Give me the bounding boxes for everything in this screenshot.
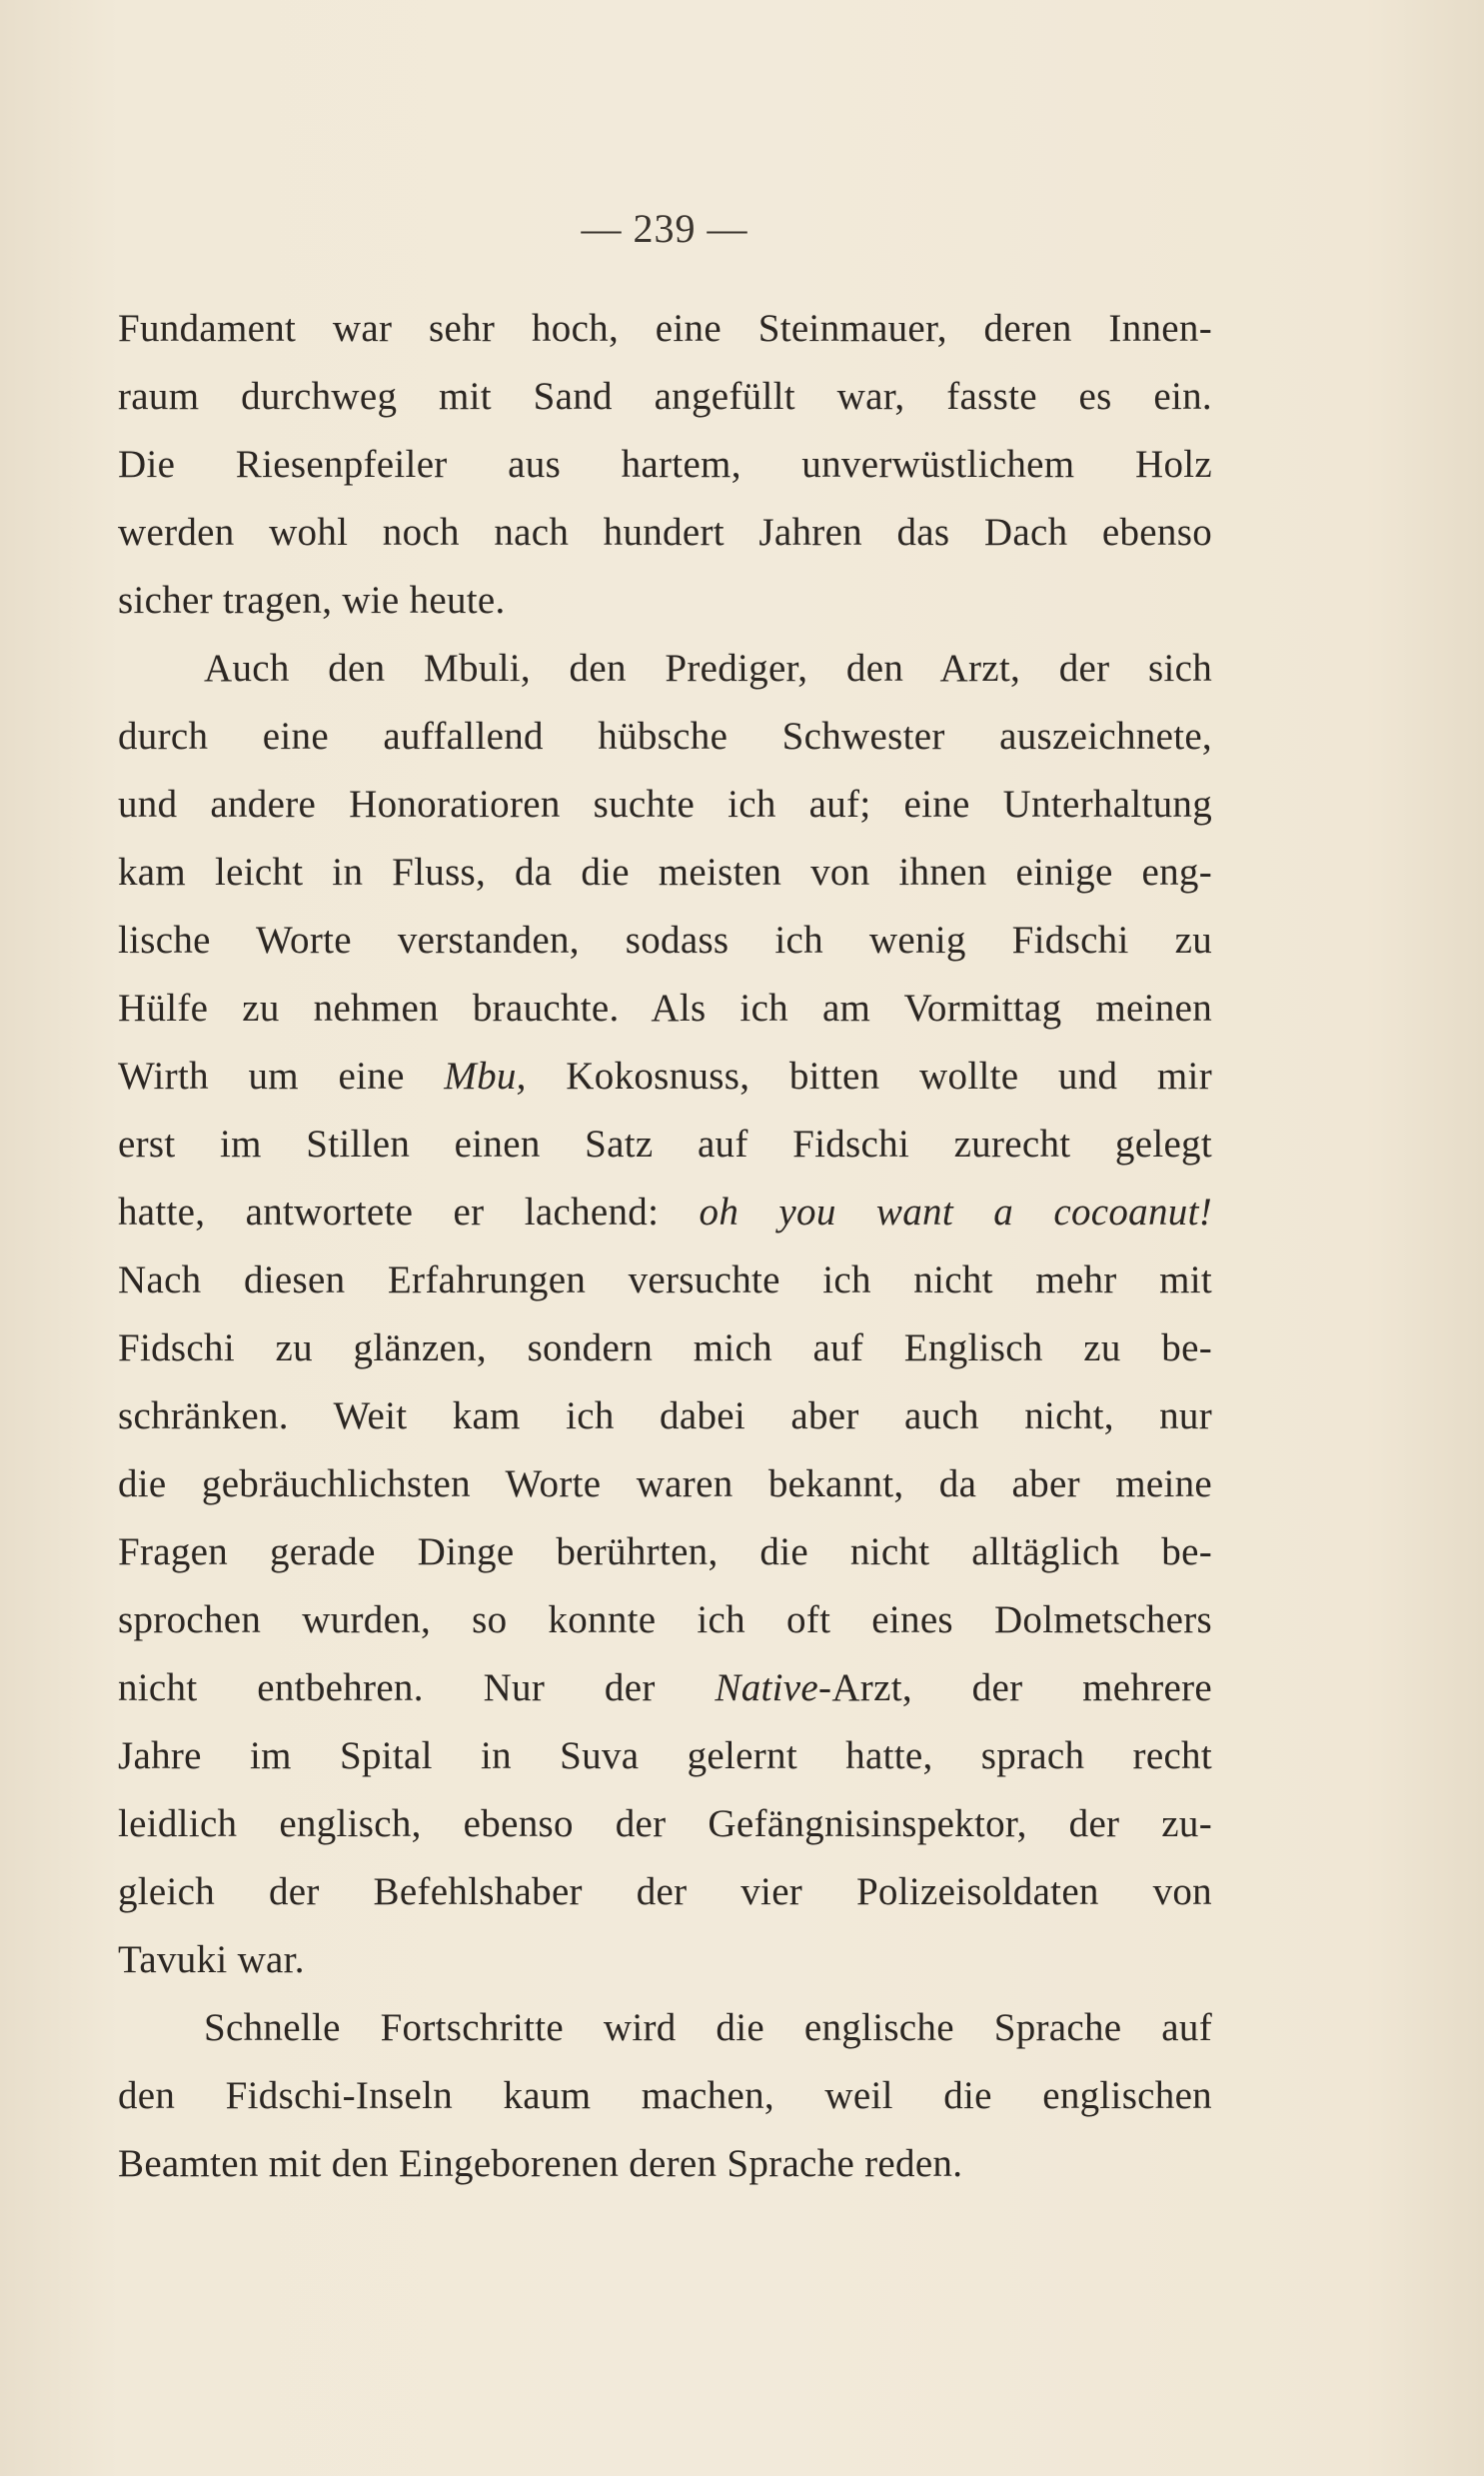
text-line: Nach diesen Erfahrungen versuchte ich nicht mehr mit [118, 1258, 1212, 1301]
text-line: kam leicht in Fluss, da die meisten von ihnen einige eng- [118, 851, 1212, 894]
text-line: die gebräuchlichsten Worte waren bekannt, da aber meine [118, 1462, 1212, 1505]
text-line: durch eine auffallend hübsche Schwester auszeichnete, [118, 715, 1212, 758]
text-line: nicht entbehren. Nur der Native-Arzt, der mehrere [118, 1666, 1213, 1709]
text-line: sprochen wurden, so konnte ich oft eines Dolmetschers [118, 1598, 1212, 1641]
text-line: erst im Stillen einen Satz auf Fidschi zurecht gelegt [118, 1123, 1212, 1166]
text-line: werden wohl noch nach hundert Jahren das Dach ebenso [118, 511, 1212, 554]
text-line: Schnelle Fortschritte wird die englische Sprache auf [204, 2006, 1212, 2049]
italic-word: Native- [715, 1666, 832, 1709]
body-text [118, 295, 1212, 2198]
text-line: Fragen gerade Dinge berührten, die nicht alltäglich be- [118, 1530, 1212, 1573]
italic-phrase: oh you want a cocoanut! [699, 1191, 1212, 1234]
text-line: Beamten mit den Eingeborenen deren Sprache reden. [118, 2142, 963, 2185]
text-line: raum durchweg mit Sand angefüllt war, fasste es ein. [118, 375, 1212, 418]
italic-word: Mbu, [444, 1055, 527, 1098]
text-line: Jahre im Spital in Suva gelernt hatte, sprach recht [118, 1734, 1212, 1777]
text-line: Fidschi zu glänzen, sondern mich auf Englisch zu be- [118, 1326, 1212, 1369]
text-line: den Fidschi-Inseln kaum machen, weil die englischen [118, 2074, 1212, 2117]
text-line: gleich der Befehlshaber der vier Polizeisoldaten von [118, 1870, 1212, 1913]
text-line: Auch den Mbuli, den Prediger, den Arzt, der sich [204, 647, 1212, 690]
text-line: leidlich englisch, ebenso der Gefängnisinspektor, der zu- [118, 1802, 1212, 1845]
text-line: hatte, antwortete er lachend: oh you want a cocoanut! [118, 1191, 1212, 1234]
page-number: — 239 — [581, 206, 748, 251]
text-line: Die Riesenpfeiler aus hartem, unverwüstlichem Holz [118, 443, 1212, 486]
text-line: schränken. Weit kam ich dabei aber auch nicht, nur [118, 1394, 1212, 1437]
text-line: Wirth um eine Mbu, Kokosnuss, bitten wollte und mir [118, 1055, 1212, 1098]
text-line: Fundament war sehr hoch, eine Steinmauer, deren Innen- [118, 307, 1212, 350]
text-line: sicher tragen, wie heute. [118, 579, 506, 622]
text-line: lische Worte verstanden, sodass ich wenig Fidschi zu [118, 919, 1212, 962]
text-line: Hülfe zu nehmen brauchte. Als ich am Vormittag meinen [118, 987, 1212, 1030]
text-line: Tavuki war. [118, 1938, 305, 1981]
text-line: und andere Honoratioren suchte ich auf; eine Unterhaltung [118, 783, 1212, 826]
